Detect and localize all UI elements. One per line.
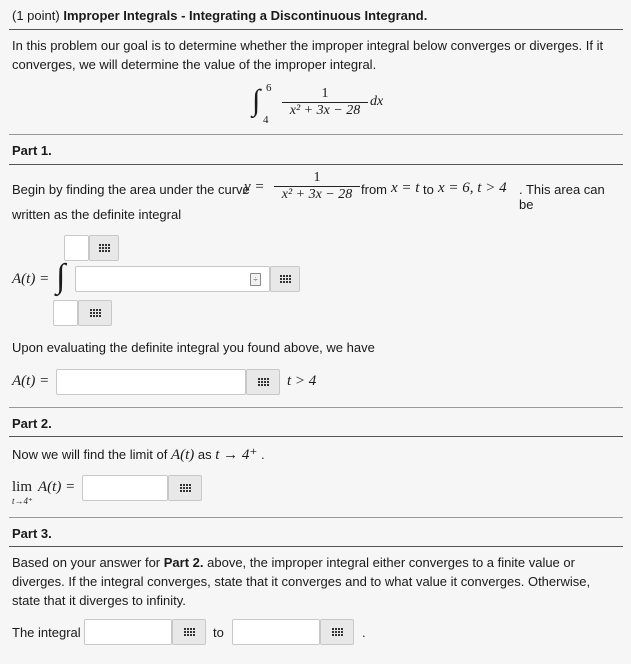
grid-icon [184, 628, 195, 636]
grid-icon [99, 244, 110, 252]
integrand-equation-button[interactable] [270, 266, 300, 292]
upper-limit-input[interactable] [64, 235, 89, 261]
part2-period: . [260, 447, 265, 462]
divider [9, 436, 623, 437]
grid-icon [332, 628, 343, 636]
eval-text: Upon evaluating the definite integral you found above, we have [12, 340, 375, 355]
value-input[interactable] [232, 619, 320, 645]
lim-label: lim [12, 479, 33, 495]
limit-input[interactable] [82, 475, 168, 501]
integrand-numerator: 1 [321, 86, 329, 101]
part2-a-of-t: A(t) [170, 447, 195, 463]
part1-heading: Part 1. [12, 143, 52, 158]
grid-icon [180, 484, 191, 492]
integral-sign: ∫ [56, 258, 66, 295]
from-label: from [361, 182, 387, 197]
divider [9, 134, 623, 135]
the-integral-label: The integral [12, 625, 81, 640]
divider [9, 517, 623, 518]
part1-text-after: . This area can be [519, 182, 605, 212]
upper-limit-equation-button[interactable] [89, 235, 119, 261]
to-label: to [423, 182, 434, 197]
integral-lower-limit: 4 [263, 114, 269, 126]
lim-subscript: t→4⁺ [12, 496, 33, 506]
lower-limit-equation-button[interactable] [78, 300, 112, 326]
y-equals: y = [244, 179, 265, 195]
to-label-part3: to [213, 625, 224, 640]
part2-heading: Part 2. [12, 416, 52, 431]
a-of-t-equation-button[interactable] [246, 369, 280, 395]
converge-diverge-equation-button[interactable] [172, 619, 206, 645]
part3-heading: Part 3. [12, 526, 52, 541]
grid-icon [258, 378, 269, 386]
integral-sign: ∫ [252, 84, 261, 117]
limit-equation-button[interactable] [168, 475, 202, 501]
a-of-t-label-2: A(t) = [12, 373, 50, 389]
divider [9, 407, 623, 408]
x-eq-t: x = t [391, 180, 420, 196]
dx-label: dx [370, 94, 384, 109]
part1-text-line2: written as the definite integral [12, 207, 182, 222]
problem-header [12, 8, 427, 23]
divider [9, 164, 623, 165]
lim-function: A(t) = [38, 479, 76, 495]
part1-fraction [274, 170, 360, 203]
part2-text-line [12, 445, 265, 464]
converge-diverge-input[interactable] [84, 619, 172, 645]
points-label: (1 point) [12, 8, 60, 23]
part1-numerator: 1 [313, 170, 321, 185]
part2-text: Now we will find the limit of [12, 447, 168, 462]
a-of-t-label: A(t) = [12, 271, 50, 287]
part1-text-before: Begin by finding the area under the curve [12, 182, 250, 197]
part3-text-pre: Based on your answer for [12, 555, 161, 570]
integral-upper-limit: 6 [266, 82, 272, 94]
part2-as: as [197, 447, 212, 462]
preview-icon[interactable]: ÷ [250, 273, 261, 286]
grid-icon [280, 275, 291, 283]
problem-title: Improper Integrals - Integrating a Discontinuous Integrand. [63, 8, 428, 23]
integrand-input[interactable] [75, 266, 270, 292]
part2-limit-expr: t → 4⁺ [215, 447, 258, 463]
a-of-t-input[interactable] [56, 369, 246, 395]
integrand-fraction [282, 86, 368, 119]
divider [9, 29, 623, 30]
lower-limit-input[interactable] [53, 300, 78, 326]
part3-text-post: above, the improper integral either converges to a finite value or diverges. If the integral converges, state that it converges and to what value it converges. Otherwise, state that it diverges to infinity. [12, 555, 591, 608]
part1-line1 [12, 170, 622, 210]
x-eq-6: x = 6, t > 4 [438, 180, 507, 196]
part3-text-bold: Part 2. [163, 555, 204, 570]
part3-text [12, 553, 618, 610]
intro-text: In this problem our goal is to determine whether the improper integral below converges or diverges. If it converges, we will determine the value of the improper integral. [12, 38, 604, 72]
integrand-denominator: x² + 3x − 28 [282, 102, 368, 119]
final-period: . [362, 625, 366, 640]
grid-icon [90, 309, 101, 317]
part1-denominator: x² + 3x − 28 [274, 186, 360, 203]
value-equation-button[interactable] [320, 619, 354, 645]
condition-label: t > 4 [287, 373, 317, 389]
main-integral [252, 80, 412, 130]
divider [9, 546, 623, 547]
